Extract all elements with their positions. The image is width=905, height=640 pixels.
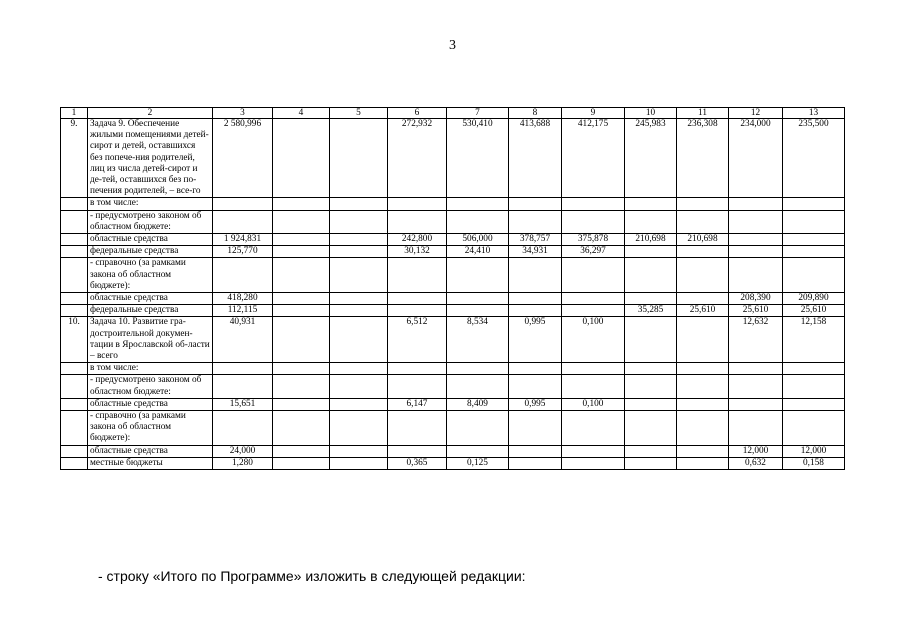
value-cell: [509, 363, 562, 375]
value-cell: 8,534: [447, 317, 509, 363]
value-cell: [509, 293, 562, 305]
value-cell: [213, 375, 273, 398]
row-label-cell: Задача 9. Обеспечение жилыми помещениями детей-сирот и детей, оставшихся без попече-ния родителей, лиц из числа детей-сирот и де-тей, оставшихся без по-печения родителей, – все-го: [88, 119, 213, 198]
value-cell: [447, 445, 509, 457]
value-cell: [625, 457, 677, 469]
value-cell: 0,158: [783, 457, 845, 469]
column-number-header: 9: [562, 108, 625, 119]
value-cell: [677, 258, 729, 293]
value-cell: [783, 398, 845, 410]
value-cell: [729, 234, 783, 246]
value-cell: 412,175: [562, 119, 625, 198]
value-cell: [677, 363, 729, 375]
value-cell: [562, 445, 625, 457]
value-cell: 272,932: [388, 119, 447, 198]
value-cell: [388, 210, 447, 233]
value-cell: 418,280: [213, 293, 273, 305]
value-cell: [783, 363, 845, 375]
value-cell: 235,500: [783, 119, 845, 198]
value-cell: 245,983: [625, 119, 677, 198]
column-number-header: 5: [330, 108, 388, 119]
value-cell: [625, 411, 677, 446]
value-cell: [562, 293, 625, 305]
value-cell: [330, 398, 388, 410]
table-row: [61, 445, 845, 457]
column-number-header: 10: [625, 108, 677, 119]
value-cell: [213, 198, 273, 210]
row-number-cell: [61, 246, 88, 258]
value-cell: [213, 210, 273, 233]
row-label-cell: - предусмотрено законом об областном бюджете:: [88, 375, 213, 398]
value-cell: 506,000: [447, 234, 509, 246]
row-label-cell: в том числе:: [88, 363, 213, 375]
value-cell: [330, 457, 388, 469]
column-number-header: 11: [677, 108, 729, 119]
value-cell: [447, 375, 509, 398]
value-cell: 208,390: [729, 293, 783, 305]
row-number-cell: [61, 234, 88, 246]
row-number-cell: 9.: [61, 119, 88, 198]
page-number: 3: [449, 38, 456, 53]
value-cell: [562, 457, 625, 469]
value-cell: 35,285: [625, 305, 677, 317]
footer-instruction: - строку «Итого по Программе» изложить в следующей редакции:: [98, 568, 526, 584]
value-cell: [388, 305, 447, 317]
value-cell: 12,632: [729, 317, 783, 363]
value-cell: [330, 246, 388, 258]
value-cell: [509, 305, 562, 317]
value-cell: [330, 445, 388, 457]
row-number-cell: [61, 305, 88, 317]
value-cell: 25,610: [729, 305, 783, 317]
row-number-cell: [61, 210, 88, 233]
value-cell: 0,125: [447, 457, 509, 469]
value-cell: [729, 246, 783, 258]
value-cell: [388, 445, 447, 457]
row-number-cell: 10.: [61, 317, 88, 363]
value-cell: [273, 119, 330, 198]
value-cell: [729, 258, 783, 293]
value-cell: [625, 398, 677, 410]
row-label-cell: областные средства: [88, 293, 213, 305]
value-cell: [447, 210, 509, 233]
table-row: [61, 317, 845, 363]
value-cell: [677, 398, 729, 410]
table-row: [61, 234, 845, 246]
value-cell: [509, 198, 562, 210]
value-cell: [388, 375, 447, 398]
table-row: [61, 119, 845, 198]
value-cell: [213, 258, 273, 293]
value-cell: [273, 198, 330, 210]
value-cell: [273, 317, 330, 363]
value-cell: [447, 258, 509, 293]
value-cell: [388, 293, 447, 305]
row-label-cell: в том числе:: [88, 198, 213, 210]
column-number-header: 6: [388, 108, 447, 119]
row-label-cell: областные средства: [88, 398, 213, 410]
value-cell: 0,995: [509, 398, 562, 410]
value-cell: [273, 445, 330, 457]
value-cell: 112,115: [213, 305, 273, 317]
column-number-header: 1: [61, 108, 88, 119]
row-label-cell: - предусмотрено законом об областном бюджете:: [88, 210, 213, 233]
program-budget-table: [60, 107, 845, 470]
table-row: [61, 198, 845, 210]
value-cell: 2 580,996: [213, 119, 273, 198]
value-cell: 125,770: [213, 246, 273, 258]
value-cell: [562, 375, 625, 398]
value-cell: 1,280: [213, 457, 273, 469]
value-cell: [783, 246, 845, 258]
value-cell: [273, 457, 330, 469]
value-cell: [447, 305, 509, 317]
value-cell: 530,410: [447, 119, 509, 198]
value-cell: [213, 363, 273, 375]
row-label-cell: Задача 10. Развитие гра-достроительной докумен-тации в Ярославской об-ласти – всего: [88, 317, 213, 363]
row-number-cell: [61, 293, 88, 305]
table-row: [61, 305, 845, 317]
value-cell: [783, 234, 845, 246]
value-cell: [388, 411, 447, 446]
value-cell: [330, 258, 388, 293]
column-number-header: 8: [509, 108, 562, 119]
value-cell: [677, 293, 729, 305]
value-cell: [562, 210, 625, 233]
value-cell: [388, 198, 447, 210]
row-number-cell: [61, 411, 88, 446]
value-cell: 210,698: [677, 234, 729, 246]
value-cell: 34,931: [509, 246, 562, 258]
table-row: [61, 411, 845, 446]
value-cell: [509, 375, 562, 398]
value-cell: [509, 258, 562, 293]
value-cell: 210,698: [625, 234, 677, 246]
value-cell: [330, 119, 388, 198]
value-cell: 0,995: [509, 317, 562, 363]
column-number-header: 7: [447, 108, 509, 119]
value-cell: 375,878: [562, 234, 625, 246]
value-cell: 242,800: [388, 234, 447, 246]
value-cell: 413,688: [509, 119, 562, 198]
value-cell: 0,100: [562, 398, 625, 410]
value-cell: 25,610: [677, 305, 729, 317]
value-cell: [729, 398, 783, 410]
row-number-cell: [61, 398, 88, 410]
value-cell: [447, 198, 509, 210]
value-cell: [677, 317, 729, 363]
value-cell: [447, 293, 509, 305]
value-cell: 0,632: [729, 457, 783, 469]
value-cell: [783, 258, 845, 293]
value-cell: 12,000: [729, 445, 783, 457]
table-header-row: [61, 108, 845, 119]
value-cell: [388, 363, 447, 375]
table-row: [61, 210, 845, 233]
value-cell: [677, 457, 729, 469]
value-cell: [729, 411, 783, 446]
value-cell: [625, 293, 677, 305]
value-cell: [562, 258, 625, 293]
value-cell: [677, 411, 729, 446]
value-cell: [729, 363, 783, 375]
value-cell: [783, 198, 845, 210]
value-cell: [783, 375, 845, 398]
value-cell: 30,132: [388, 246, 447, 258]
value-cell: [625, 210, 677, 233]
value-cell: 0,100: [562, 317, 625, 363]
value-cell: [677, 375, 729, 398]
value-cell: [625, 375, 677, 398]
value-cell: [273, 375, 330, 398]
value-cell: 36,297: [562, 246, 625, 258]
value-cell: [625, 246, 677, 258]
row-label-cell: - справочно (за рамками закона об областном бюджете):: [88, 258, 213, 293]
value-cell: 24,410: [447, 246, 509, 258]
value-cell: [447, 411, 509, 446]
value-cell: [625, 445, 677, 457]
value-cell: [562, 411, 625, 446]
value-cell: [330, 363, 388, 375]
row-number-cell: [61, 198, 88, 210]
value-cell: [677, 210, 729, 233]
row-label-cell: федеральные средства: [88, 305, 213, 317]
value-cell: [273, 411, 330, 446]
column-number-header: 4: [273, 108, 330, 119]
row-label-cell: областные средства: [88, 445, 213, 457]
value-cell: [783, 210, 845, 233]
value-cell: 236,308: [677, 119, 729, 198]
value-cell: [273, 305, 330, 317]
value-cell: [562, 305, 625, 317]
value-cell: [213, 411, 273, 446]
value-cell: 40,931: [213, 317, 273, 363]
row-number-cell: [61, 445, 88, 457]
table-row: [61, 398, 845, 410]
column-number-header: 12: [729, 108, 783, 119]
value-cell: [273, 258, 330, 293]
value-cell: [677, 246, 729, 258]
value-cell: [509, 457, 562, 469]
value-cell: [562, 198, 625, 210]
value-cell: 12,000: [783, 445, 845, 457]
value-cell: 12,158: [783, 317, 845, 363]
value-cell: 6,512: [388, 317, 447, 363]
table-row: [61, 246, 845, 258]
value-cell: [273, 398, 330, 410]
row-number-cell: [61, 375, 88, 398]
table-row: [61, 293, 845, 305]
value-cell: [729, 210, 783, 233]
value-cell: [729, 198, 783, 210]
value-cell: 8,409: [447, 398, 509, 410]
value-cell: 6,147: [388, 398, 447, 410]
value-cell: 0,365: [388, 457, 447, 469]
row-label-cell: областные средства: [88, 234, 213, 246]
value-cell: [330, 198, 388, 210]
value-cell: [509, 411, 562, 446]
value-cell: [625, 363, 677, 375]
value-cell: [677, 198, 729, 210]
value-cell: 25,610: [783, 305, 845, 317]
value-cell: 1 924,831: [213, 234, 273, 246]
value-cell: [330, 210, 388, 233]
row-number-cell: [61, 363, 88, 375]
row-number-cell: [61, 457, 88, 469]
value-cell: [330, 375, 388, 398]
value-cell: 209,890: [783, 293, 845, 305]
value-cell: [273, 363, 330, 375]
value-cell: [330, 293, 388, 305]
row-number-cell: [61, 258, 88, 293]
table-row: [61, 363, 845, 375]
row-label-cell: федеральные средства: [88, 246, 213, 258]
value-cell: [330, 411, 388, 446]
value-cell: [273, 210, 330, 233]
table-row: [61, 457, 845, 469]
column-number-header: 3: [213, 108, 273, 119]
value-cell: 15,651: [213, 398, 273, 410]
value-cell: [388, 258, 447, 293]
value-cell: [447, 363, 509, 375]
value-cell: [330, 305, 388, 317]
value-cell: [273, 293, 330, 305]
value-cell: [509, 445, 562, 457]
table-row: [61, 375, 845, 398]
value-cell: 234,000: [729, 119, 783, 198]
value-cell: [729, 375, 783, 398]
value-cell: [330, 317, 388, 363]
value-cell: 24,000: [213, 445, 273, 457]
value-cell: [625, 258, 677, 293]
value-cell: [625, 317, 677, 363]
value-cell: [783, 411, 845, 446]
row-label-cell: местные бюджеты: [88, 457, 213, 469]
value-cell: [509, 210, 562, 233]
column-number-header: 13: [783, 108, 845, 119]
table-row: [61, 258, 845, 293]
value-cell: [677, 445, 729, 457]
row-label-cell: - справочно (за рамками закона об областном бюджете):: [88, 411, 213, 446]
value-cell: [273, 246, 330, 258]
value-cell: 378,757: [509, 234, 562, 246]
value-cell: [562, 363, 625, 375]
value-cell: [625, 198, 677, 210]
value-cell: [330, 234, 388, 246]
column-number-header: 2: [88, 108, 213, 119]
value-cell: [273, 234, 330, 246]
